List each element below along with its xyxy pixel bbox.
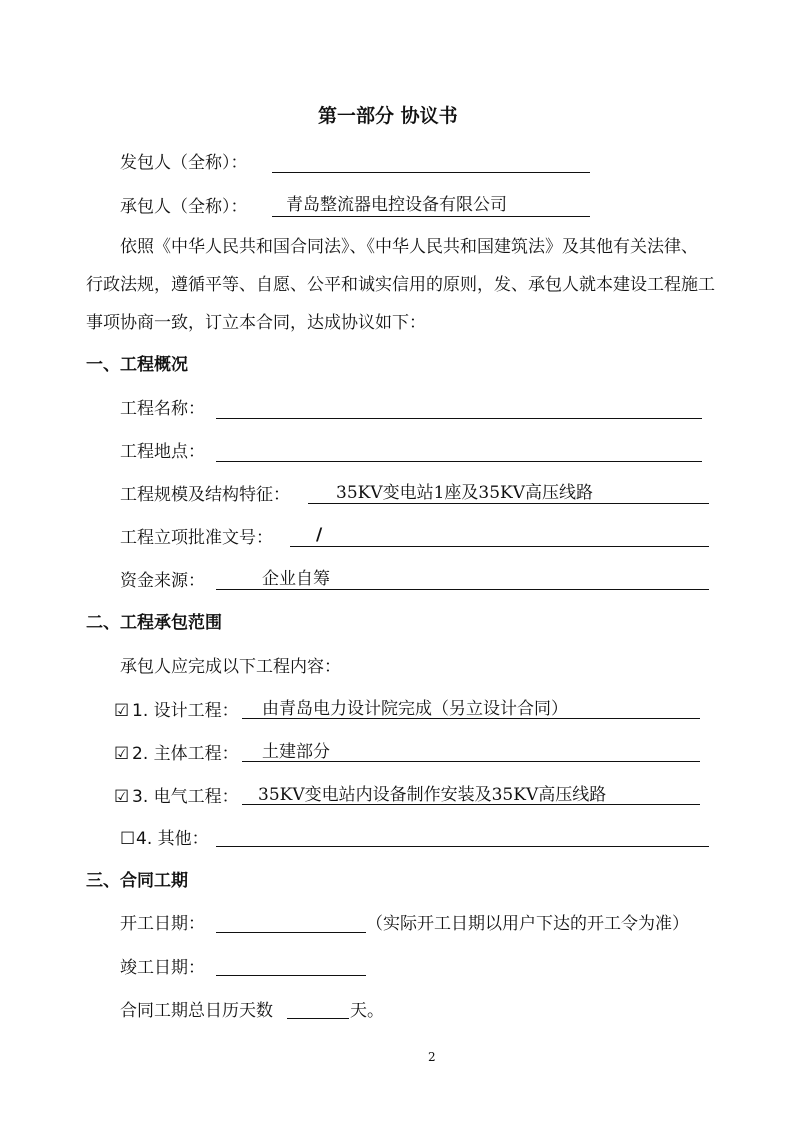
section-2-heading: 二、工程承包范围 — [86, 613, 222, 633]
main-work-value: 土建部分 — [262, 742, 330, 762]
page-number: 2 — [428, 1050, 436, 1064]
start-date-note: （实际开工日期以用户下达的开工令为准） — [366, 914, 689, 934]
funding-source-label: 资金来源： — [120, 571, 205, 591]
contractor-label: 承包人（全称）： — [120, 197, 248, 217]
project-name-label: 工程名称： — [120, 399, 205, 419]
checkbox-electrical[interactable]: ☑ — [114, 787, 130, 807]
checkbox-other[interactable]: ☐ — [120, 829, 136, 849]
project-scale-value: 35KV变电站1座及35KV高压线路 — [336, 483, 594, 503]
contractor-value: 青岛整流器电控设备有限公司 — [286, 195, 507, 215]
preamble-line-2: 行政法规，遵循平等、自愿、公平和诚实信用的原则，发、承包人就本建设工程施工 — [86, 275, 715, 295]
start-date-field[interactable] — [216, 932, 366, 933]
project-location-label: 工程地点： — [120, 442, 205, 462]
section-3-heading: 三、合同工期 — [86, 871, 188, 891]
preamble-line-1: 依照《中华人民共和国合同法》、《中华人民共和国建筑法》及其他有关法律、 — [120, 237, 698, 257]
section-1-heading: 一、工程概况 — [86, 355, 188, 375]
checkbox-design[interactable]: ☑ — [114, 701, 130, 721]
other-work-label: 4. 其他： — [136, 829, 209, 849]
total-days-field[interactable] — [287, 1018, 349, 1019]
completion-date-label: 竣工日期： — [120, 958, 205, 978]
other-work-field[interactable] — [216, 846, 709, 847]
total-days-prefix: 合同工期总日历天数 — [120, 1001, 273, 1021]
approval-number-label: 工程立项批准文号： — [120, 528, 273, 548]
page-title: 第一部分 协议书 — [318, 105, 458, 127]
approval-number-field[interactable] — [290, 546, 709, 547]
start-date-label: 开工日期： — [120, 914, 205, 934]
approval-number-value: / — [316, 525, 323, 545]
preamble-line-3: 事项协商一致，订立本合同，达成协议如下： — [86, 313, 426, 333]
employer-field[interactable] — [272, 172, 590, 173]
project-name-field[interactable] — [216, 418, 702, 419]
contractor-field[interactable] — [272, 216, 590, 217]
design-work-label: 1. 设计工程： — [132, 701, 239, 721]
scope-intro: 承包人应完成以下工程内容： — [120, 657, 341, 677]
checkbox-main[interactable]: ☑ — [114, 744, 130, 764]
completion-date-field[interactable] — [216, 975, 366, 976]
main-work-label: 2. 主体工程： — [132, 744, 239, 764]
electrical-work-value: 35KV变电站内设备制作安装及35KV高压线路 — [258, 785, 607, 805]
funding-source-value: 企业自筹 — [262, 569, 330, 589]
design-work-value: 由青岛电力设计院完成（另立设计合同） — [262, 699, 568, 719]
project-location-field[interactable] — [216, 461, 702, 462]
total-days-suffix: 天。 — [350, 1001, 384, 1021]
employer-label: 发包人（全称）： — [120, 153, 248, 173]
project-scale-label: 工程规模及结构特征： — [120, 485, 290, 505]
electrical-work-label: 3. 电气工程： — [132, 787, 239, 807]
